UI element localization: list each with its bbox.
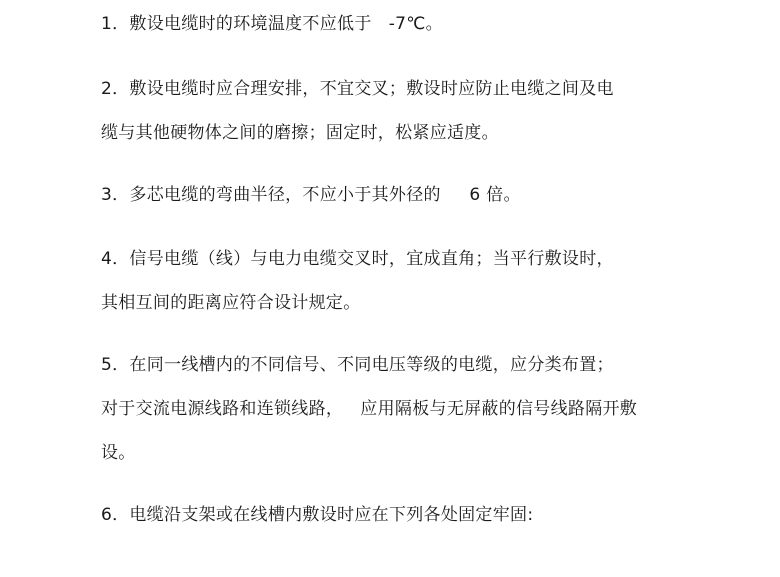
item-4-line-2: 其相互间的距离应符合设计规定。 — [101, 293, 361, 313]
item-5-line-2: 对于交流电源线路和连锁线路， 应用隔板与无屏蔽的信号线路隔开敷 — [101, 399, 638, 419]
item-5-line-3: 设。 — [101, 443, 136, 463]
item-3-line: 3．多芯电缆的弯曲半径，不应小于其外径的 6 倍。 — [101, 185, 521, 205]
item-4-line-1: 4．信号电缆（线）与电力电缆交叉时，宜成直角；当平行敷设时， — [101, 249, 614, 269]
item-6-line: 6．电缆沿支架或在线槽内敷设时应在下列各处固定牢固: — [101, 505, 534, 525]
item-2-line-2: 缆与其他硬物体之间的磨擦；固定时，松紧应适度。 — [101, 123, 499, 143]
item-2-line-1: 2．敷设电缆时应合理安排，不宜交叉；敷设时应防止电缆之间及电 — [101, 79, 614, 99]
item-5-line-1: 5．在同一线槽内的不同信号、不同电压等级的电缆，应分类布置； — [101, 355, 614, 375]
item-1-line: 1．敷设电缆时的环境温度不应低于 -7℃。 — [101, 14, 443, 34]
